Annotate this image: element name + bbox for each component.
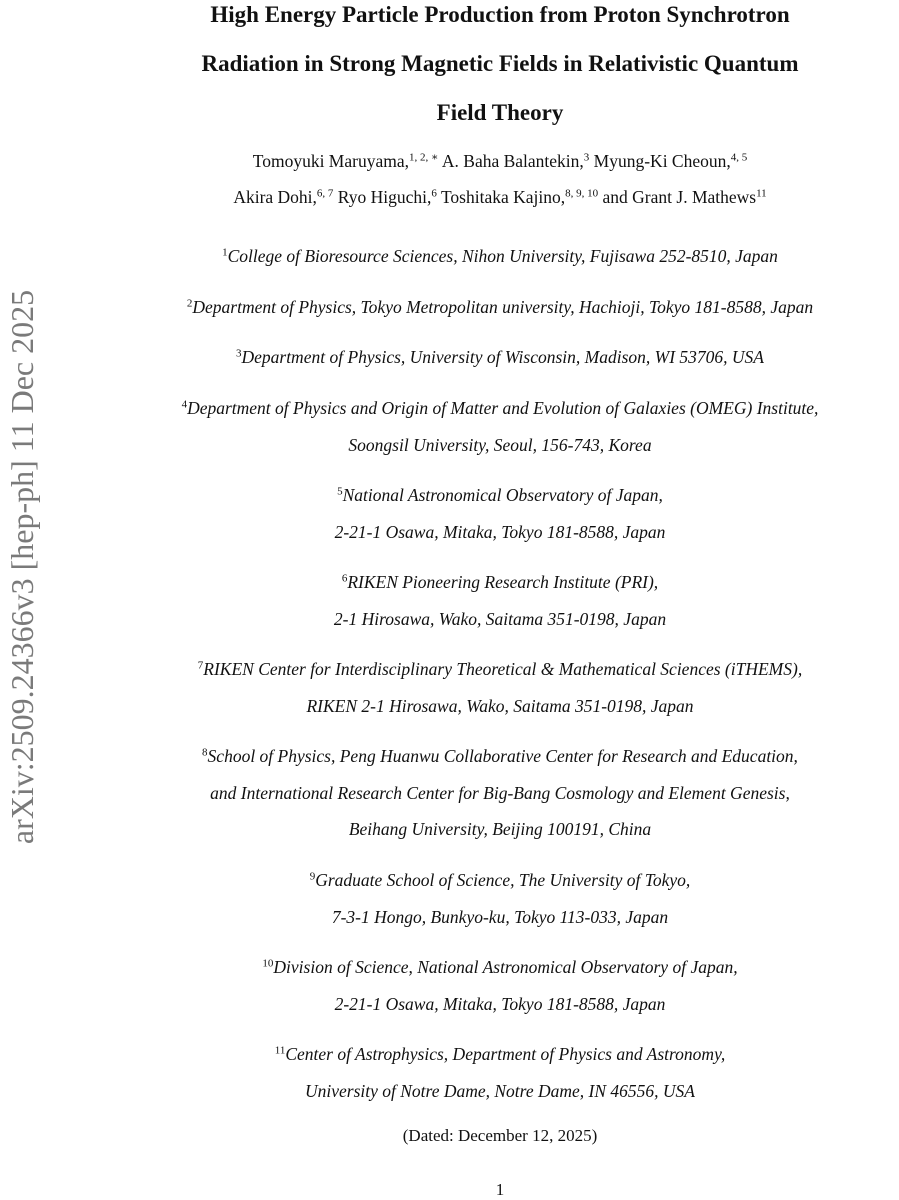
- affiliation-line: 2-21-1 Osawa, Mitaka, Tokyo 181-8588, Japan: [334, 521, 666, 542]
- author-line: [110, 143, 890, 179]
- author-name: Toshitaka Kajino,: [440, 187, 566, 207]
- title-line: Radiation in Strong Magnetic Fields in Relativistic Quantum: [201, 51, 799, 76]
- affiliation-text: Division of Science, National Astronomical Observatory of Japan,: [273, 957, 738, 977]
- affiliation-number: 7: [197, 659, 204, 672]
- affiliation-line: Beihang University, Beijing 100191, China: [348, 819, 652, 839]
- affiliation-line: [95, 738, 899, 775]
- arxiv-identifier-stamp: arXiv:2509.24366v3 [hep-ph] 11 Dec 2025: [4, 289, 40, 845]
- affiliation-number: 5: [337, 485, 343, 498]
- author-name: Myung-Ki Cheoun,: [593, 151, 731, 171]
- affiliation-4: [95, 390, 899, 463]
- affiliation-number: 8: [202, 746, 208, 759]
- author-name: Ryo Higuchi,: [337, 187, 432, 207]
- affiliation-text: Graduate School of Science, The University of Tokyo,: [315, 870, 691, 890]
- author-line: [110, 179, 890, 215]
- author-name: and Grant J. Mathews: [602, 187, 757, 207]
- affiliation-number: 6: [341, 572, 348, 585]
- author-name: Tomoyuki Maruyama,: [252, 151, 409, 171]
- author: [603, 187, 767, 207]
- affiliation-2: [95, 289, 899, 326]
- affiliation-text: Department of Physics, University of Wisconsin, Madison, WI 53706, USA: [241, 347, 764, 367]
- affiliation-text: College of Bioresource Sciences, Nihon University, Fujisawa 252-8510, Japan: [227, 246, 778, 266]
- affiliation-1: [95, 238, 899, 275]
- affiliation-line: [95, 651, 899, 688]
- affiliation-line: [95, 862, 899, 899]
- author-name: A. Baha Balantekin,: [441, 151, 584, 171]
- author-affiliation-marker: 8, 9, 10: [565, 187, 599, 200]
- affiliation-text: Department of Physics, Tokyo Metropolitan university, Hachioji, Tokyo 181-8588, Japan: [192, 297, 814, 317]
- affiliation-line: RIKEN 2-1 Hirosawa, Wako, Saitama 351-0198, Japan: [306, 695, 694, 716]
- author-list: [110, 143, 890, 215]
- author: [253, 151, 439, 171]
- page-number: 1: [495, 1180, 505, 1199]
- affiliation-number: 9: [309, 870, 316, 883]
- dated-line: (Dated: December 12, 2025): [402, 1126, 598, 1145]
- affiliation-3: [95, 339, 899, 376]
- affiliation-number: 2: [186, 297, 193, 310]
- affiliation-line: Soongsil University, Seoul, 156-743, Korea: [348, 434, 652, 455]
- affiliation-line: [95, 477, 899, 514]
- title-line: Field Theory: [436, 100, 564, 125]
- affiliation-text: Center of Astrophysics, Department of Physics and Astronomy,: [285, 1044, 726, 1064]
- title-line: High Energy Particle Production from Proton Synchrotron: [210, 2, 790, 27]
- affiliation-text: RIKEN Center for Interdisciplinary Theoretical & Mathematical Sciences (iTHEMS),: [203, 659, 803, 679]
- affiliation-line: [95, 238, 899, 275]
- affiliation-line: 7-3-1 Hongo, Bunkyo-ku, Tokyo 113-033, Japan: [331, 906, 669, 927]
- affiliation-text: National Astronomical Observatory of Japan,: [342, 485, 663, 505]
- affiliation-9: [95, 862, 899, 935]
- affiliation-line: 2-1 Hirosawa, Wako, Saitama 351-0198, Japan: [333, 608, 667, 629]
- affiliation-7: [95, 651, 899, 724]
- affiliation-text: RIKEN Pioneering Research Institute (PRI),: [347, 572, 659, 592]
- affiliation-number: 11: [274, 1044, 286, 1057]
- affiliation-number: 4: [181, 398, 188, 411]
- paper-title: [110, 0, 890, 137]
- author: [442, 151, 589, 171]
- affiliation-11: [95, 1036, 899, 1109]
- author: [594, 151, 748, 171]
- author-affiliation-marker: 4, 5: [730, 151, 748, 164]
- author: [338, 187, 437, 207]
- affiliation-8: [95, 738, 899, 848]
- affiliation-line: and International Research Center for Big-Bang Cosmology and Element Genesis,: [210, 782, 790, 803]
- affiliation-line: [95, 289, 899, 326]
- affiliation-line: [95, 390, 899, 427]
- affiliation-number: 3: [235, 347, 242, 360]
- affiliation-line: 2-21-1 Osawa, Mitaka, Tokyo 181-8588, Japan: [334, 993, 666, 1014]
- affiliation-10: [95, 949, 899, 1022]
- affiliation-number: 1: [222, 246, 228, 259]
- author-affiliation-marker: 1, 2, ∗: [408, 151, 439, 164]
- author-affiliation-marker: 3: [583, 151, 590, 164]
- affiliation-number: 10: [262, 957, 274, 970]
- affiliation-text: Department of Physics and Origin of Matter and Evolution of Galaxies (OMEG) Institute,: [187, 398, 819, 418]
- author-name: Akira Dohi,: [233, 187, 317, 207]
- affiliation-5: [95, 477, 899, 550]
- author-affiliation-marker: 6: [431, 187, 437, 200]
- affiliation-line: [95, 1036, 899, 1073]
- author-affiliation-marker: 6, 7: [316, 187, 334, 200]
- affiliation-line: [95, 949, 899, 986]
- affiliation-6: [95, 564, 899, 637]
- affiliation-line: [95, 564, 899, 601]
- affiliation-line: University of Notre Dame, Notre Dame, IN 46556, USA: [305, 1080, 695, 1101]
- author: [441, 187, 598, 207]
- author-affiliation-marker: 11: [756, 187, 767, 200]
- author: [233, 187, 333, 207]
- affiliation-text: School of Physics, Peng Huanwu Collaborative Center for Research and Education,: [207, 746, 798, 766]
- affiliation-line: [95, 339, 899, 376]
